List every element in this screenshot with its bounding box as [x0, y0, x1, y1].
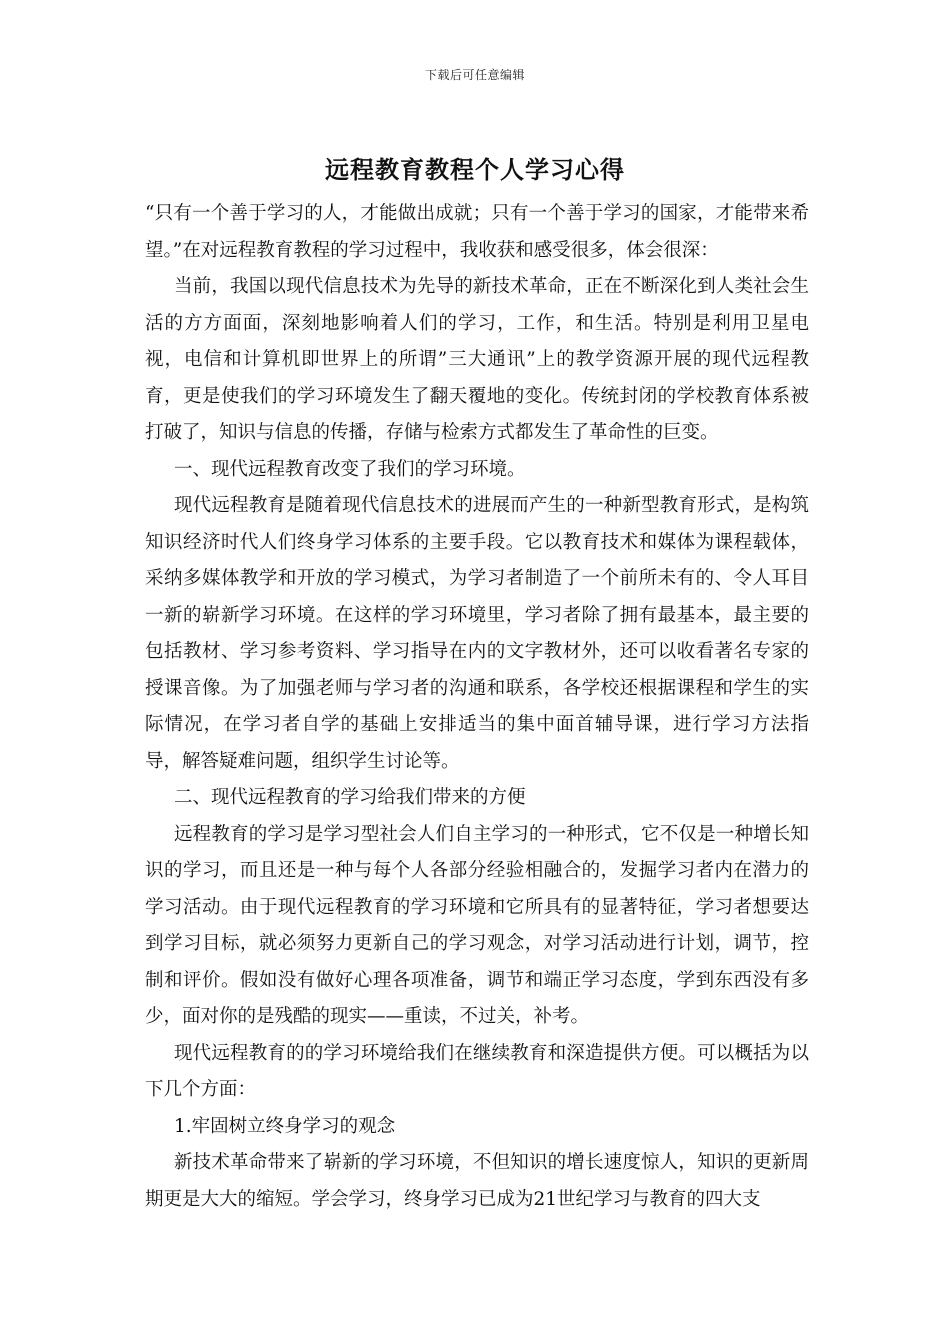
- paragraph: 现代远程教育的的学习环境给我们在继续教育和深造提供方便。可以概括为以下几个方面：: [145, 1042, 809, 1100]
- header-note: 下载后可任意编辑: [424, 68, 525, 82]
- paragraph: 新技术革命带来了崭新的学习环境，不但知识的增长速度惊人，知识的更新周期更是大大的缩短。学会学习，终身学习已成为21世纪学习与教育的四大支: [145, 1152, 809, 1210]
- document-body: [145, 196, 809, 1218]
- paragraph: 远程教育的学习是学习型社会人们自主学习的一种形式，它不仅是一种增长知识的学习，而且还是一种与每个人各部分经验相融合的，发掘学习者内在潜力的学习活动。由于现代远程教育的学习环境和它所具有的显著特征，学习者想要达到学习目标，就必须努力更新自己的学习观念，对学习活动进行计划，调节，控制和评价。假如没有做好心理各项准备，调节和端正学习态度，学到东西没有多少，面对你的是残酷的现实——重读，不过关，补考。: [145, 823, 809, 1027]
- section-heading: 二、现代远程教育的学习给我们带来的方便: [174, 787, 526, 808]
- paragraph-intro-quote: “只有一个善于学习的人，才能做出成就；只有一个善于学习的国家，才能带来希望。”在对远程教育教程的学习过程中，我收获和感受很多，体会很深：: [145, 203, 809, 261]
- paragraph: 现代远程教育是随着现代信息技术的进展而产生的一种新型教育形式，是构筑知识经济时代人们终身学习体系的主要手段。它以教育技术和媒体为课程载体，采纳多媒体教学和开放的学习模式，为学习者制造了一个前所未有的、令人耳目一新的崭新学习环境。在这样的学习环境里，学习者除了拥有最基本，最主要的包括教材、学习参考资料、学习指导在内的文字教材外，还可以收看著名专家的授课音像。为了加强老师与学习者的沟通和联系，各学校还根据课程和学生的实际情况，在学习者自学的基础上安排适当的集中面首辅导课，进行学习方法指导，解答疑难问题，组织学生讨论等。: [145, 495, 809, 772]
- subsection-heading: 1.牢固树立终身学习的观念: [174, 1115, 396, 1137]
- section-heading: 一、现代远程教育改变了我们的学习环境。: [174, 458, 526, 480]
- document-title: 远程教育教程个人学习心得: [325, 156, 625, 184]
- paragraph: 当前，我国以现代信息技术为先导的新技术革命，正在不断深化到人类社会生活的方方面面，深刻地影响着人们的学习，工作，和生活。特别是利用卫星电视，电信和计算机即世界上的所谓”三大通讯”上的教学资源开展的现代远程教育，更是使我们的学习环境发生了翻天覆地的变化。传统封闭的学校教育体系被打破了，知识与信息的传播，存储与检索方式都发生了革命性的巨变。: [145, 276, 809, 443]
